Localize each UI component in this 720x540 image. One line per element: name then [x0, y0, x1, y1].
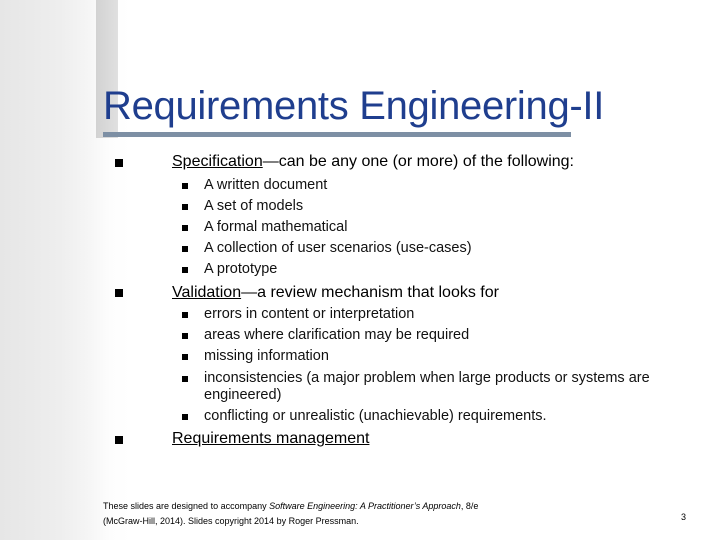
list-item: errors in content or interpretation — [204, 306, 415, 322]
bullet-square-icon — [182, 204, 188, 210]
bullet-square-icon — [182, 354, 188, 360]
bullet-square-icon — [182, 376, 188, 382]
bullet-square-icon — [182, 183, 188, 189]
list-item: inconsistencies (a major problem when large products or systems are — [204, 370, 650, 386]
bullet-square-icon — [115, 289, 123, 297]
section-term: Validation — [172, 284, 242, 301]
list-item: missing information — [204, 348, 329, 364]
slide-title: Requirements Engineering-II — [103, 84, 605, 128]
footer-book-title: Software Engineering: A Practitioner’s Approach — [269, 501, 461, 511]
bullet-square-icon — [182, 333, 188, 339]
page-number: 3 — [681, 512, 687, 522]
list-item: A collection of user scenarios (use-cases) — [204, 240, 472, 256]
title-underline — [103, 132, 571, 137]
list-item-continuation: engineered) — [204, 387, 282, 403]
list-item: conflicting or unrealistic (unachievable) requirements. — [204, 408, 547, 424]
footer-citation — [103, 499, 573, 529]
bullet-square-icon — [115, 436, 123, 444]
bullet-square-icon — [182, 414, 188, 420]
list-item: A written document — [204, 177, 328, 193]
section-requirements-management — [172, 430, 369, 448]
section-specification — [172, 153, 574, 171]
list-item: A formal mathematical — [204, 219, 348, 235]
bullet-square-icon — [182, 225, 188, 231]
bullet-square-icon — [182, 312, 188, 318]
footer-edition: , 8/e — [460, 501, 479, 511]
footer-line2: (McGraw-Hill, 2014). Slides copyright 2014 by Roger Pressman. — [103, 516, 359, 526]
list-item: A set of models — [204, 198, 304, 214]
section-validation — [172, 284, 499, 302]
section-term: Requirements management — [172, 430, 370, 447]
list-item: A prototype — [204, 261, 278, 277]
section-text: —a review mechanism that looks for — [241, 284, 499, 301]
footer-prefix: These slides are designed to accompany — [103, 501, 270, 511]
section-text: —can be any one (or more) of the following: — [262, 153, 574, 170]
bullet-square-icon — [182, 267, 188, 273]
section-term: Specification — [172, 153, 263, 170]
bullet-square-icon — [115, 159, 123, 167]
list-item: areas where clarification may be required — [204, 327, 470, 343]
bullet-square-icon — [182, 246, 188, 252]
